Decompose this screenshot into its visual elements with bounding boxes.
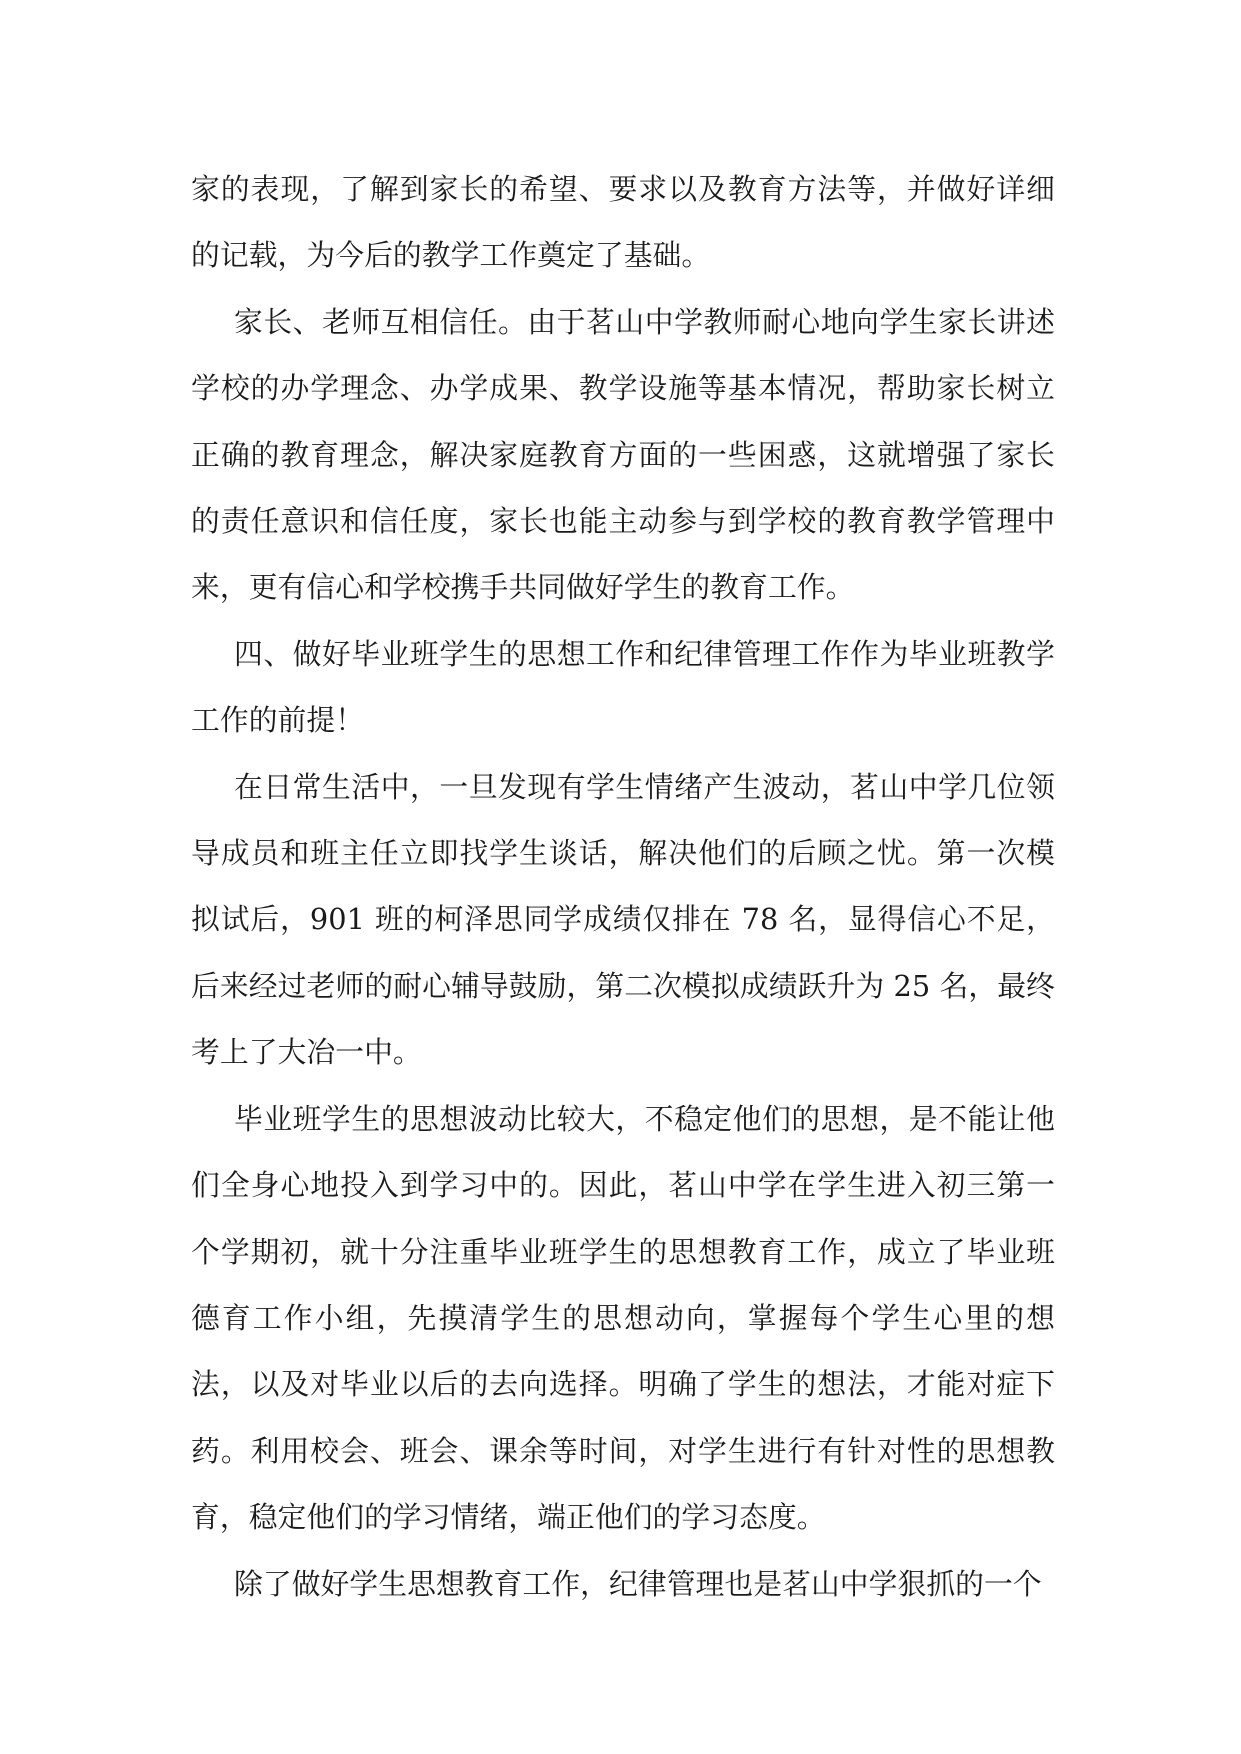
section-heading-four: 四、做好毕业班学生的思想工作和纪律管理工作作为毕业班教学工作的前提！ bbox=[191, 636, 1055, 738]
paragraph-discipline-management: 除了做好学生思想教育工作，纪律管理也是茗山中学狠抓的一个 bbox=[234, 1566, 1042, 1601]
paragraph-student-example: 在日常生活中，一旦发现有学生情绪产生波动，茗山中学几位领导成员和班主任立即找学生谈话，解决他们的后顾之忧。第一次模拟试后，901 班的柯泽思同学成绩仅排在 78 名，显得信心不足，后来经过老师的耐心辅导鼓励，第二次模拟成绩跃升为 25 名，最终考上了大冶一中。 bbox=[191, 769, 1055, 1070]
paragraph-ideological-education: 毕业班学生的思想波动比较大，不稳定他们的思想，是不能让他们全身心地投入到学习中的。因此，茗山中学在学生进入初三第一个学期初，就十分注重毕业班学生的思想教育工作，成立了毕业班德育工作小组，先摸清学生的思想动向，掌握每个学生心里的想法，以及对毕业以后的去向选择。明确了学生的想法，才能对症下药。利用校会、班会、课余等时间，对学生进行有针对性的思想教育，稳定他们的学习情绪，端正他们的学习态度。 bbox=[191, 1101, 1055, 1535]
paragraph-parent-teacher-trust: 家长、老师互相信任。由于茗山中学教师耐心地向学生家长讲述学校的办学理念、办学成果、教学设施等基本情况，帮助家长树立正确的教育理念，解决家庭教育方面的一些困惑，这就增强了家长的责任意识和信任度，家长也能主动参与到学校的教育教学管理中来，更有信心和学校携手共同做好学生的教育工作。 bbox=[191, 304, 1055, 605]
paragraph-continuation: 家的表现，了解到家长的希望、要求以及教育方法等，并做好详细的记载，为今后的教学工作奠定了基础。 bbox=[191, 172, 1055, 273]
document-body bbox=[191, 156, 1055, 1617]
